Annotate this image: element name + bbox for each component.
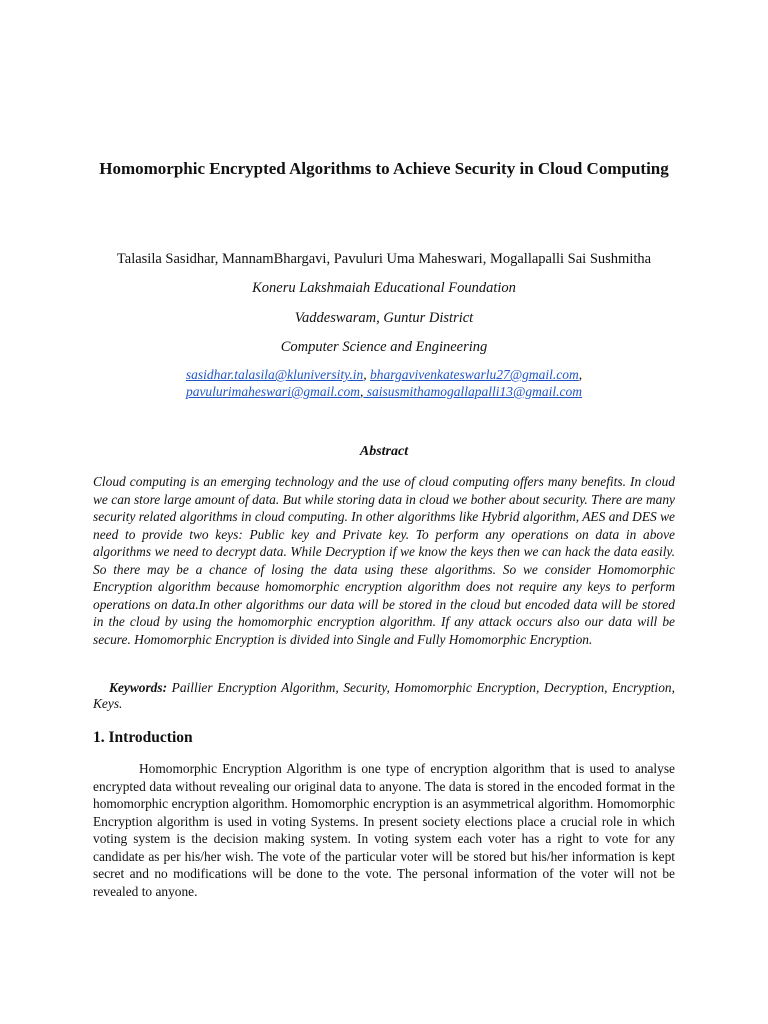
section-heading-introduction: 1. Introduction	[93, 729, 193, 746]
abstract-body: Cloud computing is an emerging technology and the use of cloud computing offers many benefits. In cloud we can store large amount of data. But while storing data in cloud we bother about security. There are many security related algorithms in cloud computing. In other algorithms like Hybrid algorithm, AES and DES we need to provide two keys: Public key and Private key. To perform any operations on data in above algorithms we need to decrypt data. While Decryption if we know the keys then we can hack the data easily. So there may be a chance of losing the data using these algorithms. So we consider Homomorphic Encryption algorithm because homomorphic encryption algorithm does not require any keys to perform operations on data.In other algorithms our data will be stored in the cloud but encoded data will be stored in the cloud by using the homomorphic encryption algorithm. If any attack occurs also our data will be secure. Homomorphic Encryption is divided into Single and Fully Homomorphic Encryption.	[93, 474, 675, 647]
author-list: Talasila Sasidhar, MannamBhargavi, Pavuluri Uma Maheswari, Mogallapalli Sai Sushmitha	[116, 251, 652, 267]
email-line-2	[93, 383, 675, 400]
introduction-body: Homomorphic Encryption Algorithm is one type of encryption algorithm that is used to analyse encrypted data without revealing our original data to anyone. The data is stored in the encoded format in the homomorphic encryption algorithm. Homomorphic encryption is an asymmetrical algorithm. Homomorphic Encryption algorithm is used in voting Systems. In present society elections place a crucial role in which voting system is the decision making system. In voting system each voter has a right to vote for any candidate as per his/her wish. The vote of the particular voter will be stored but his/her information is kept secret and no modifications will be done to the vote. The personal information of the voter will not be revealed to anyone.	[93, 761, 675, 899]
email-separator: ,	[359, 384, 364, 399]
affiliation-department: Computer Science and Engineering	[280, 339, 488, 355]
abstract-heading: Abstract	[359, 444, 409, 459]
email-link-1[interactable]: sasidhar.talasila@kluniversity.in	[185, 367, 364, 382]
affiliation-location: Vaddeswaram, Guntur District	[294, 310, 474, 326]
keywords-paragraph	[93, 680, 675, 712]
keywords-text: Paillier Encryption Algorithm, Security, Homomorphic Encryption, Decryption, Encryption, Keys.	[93, 680, 675, 711]
email-link-2[interactable]: bhargavivenkateswarlu27@gmail.com	[370, 367, 579, 382]
email-list	[93, 366, 675, 400]
affiliation-institution: Koneru Lakshmaiah Educational Foundation	[252, 280, 516, 296]
keywords-label: Keywords:	[109, 680, 168, 695]
email-line-1	[93, 366, 675, 383]
email-link-4[interactable]: saisusmithamogallapalli13@gmail.com	[363, 384, 583, 399]
email-link-3[interactable]: pavulurimaheswari@gmail.com	[185, 384, 360, 399]
email-separator: ,	[578, 367, 583, 382]
paper-title: Homomorphic Encrypted Algorithms to Achieve Security in Cloud Computing	[99, 159, 669, 178]
email-separator: ,	[363, 367, 371, 382]
